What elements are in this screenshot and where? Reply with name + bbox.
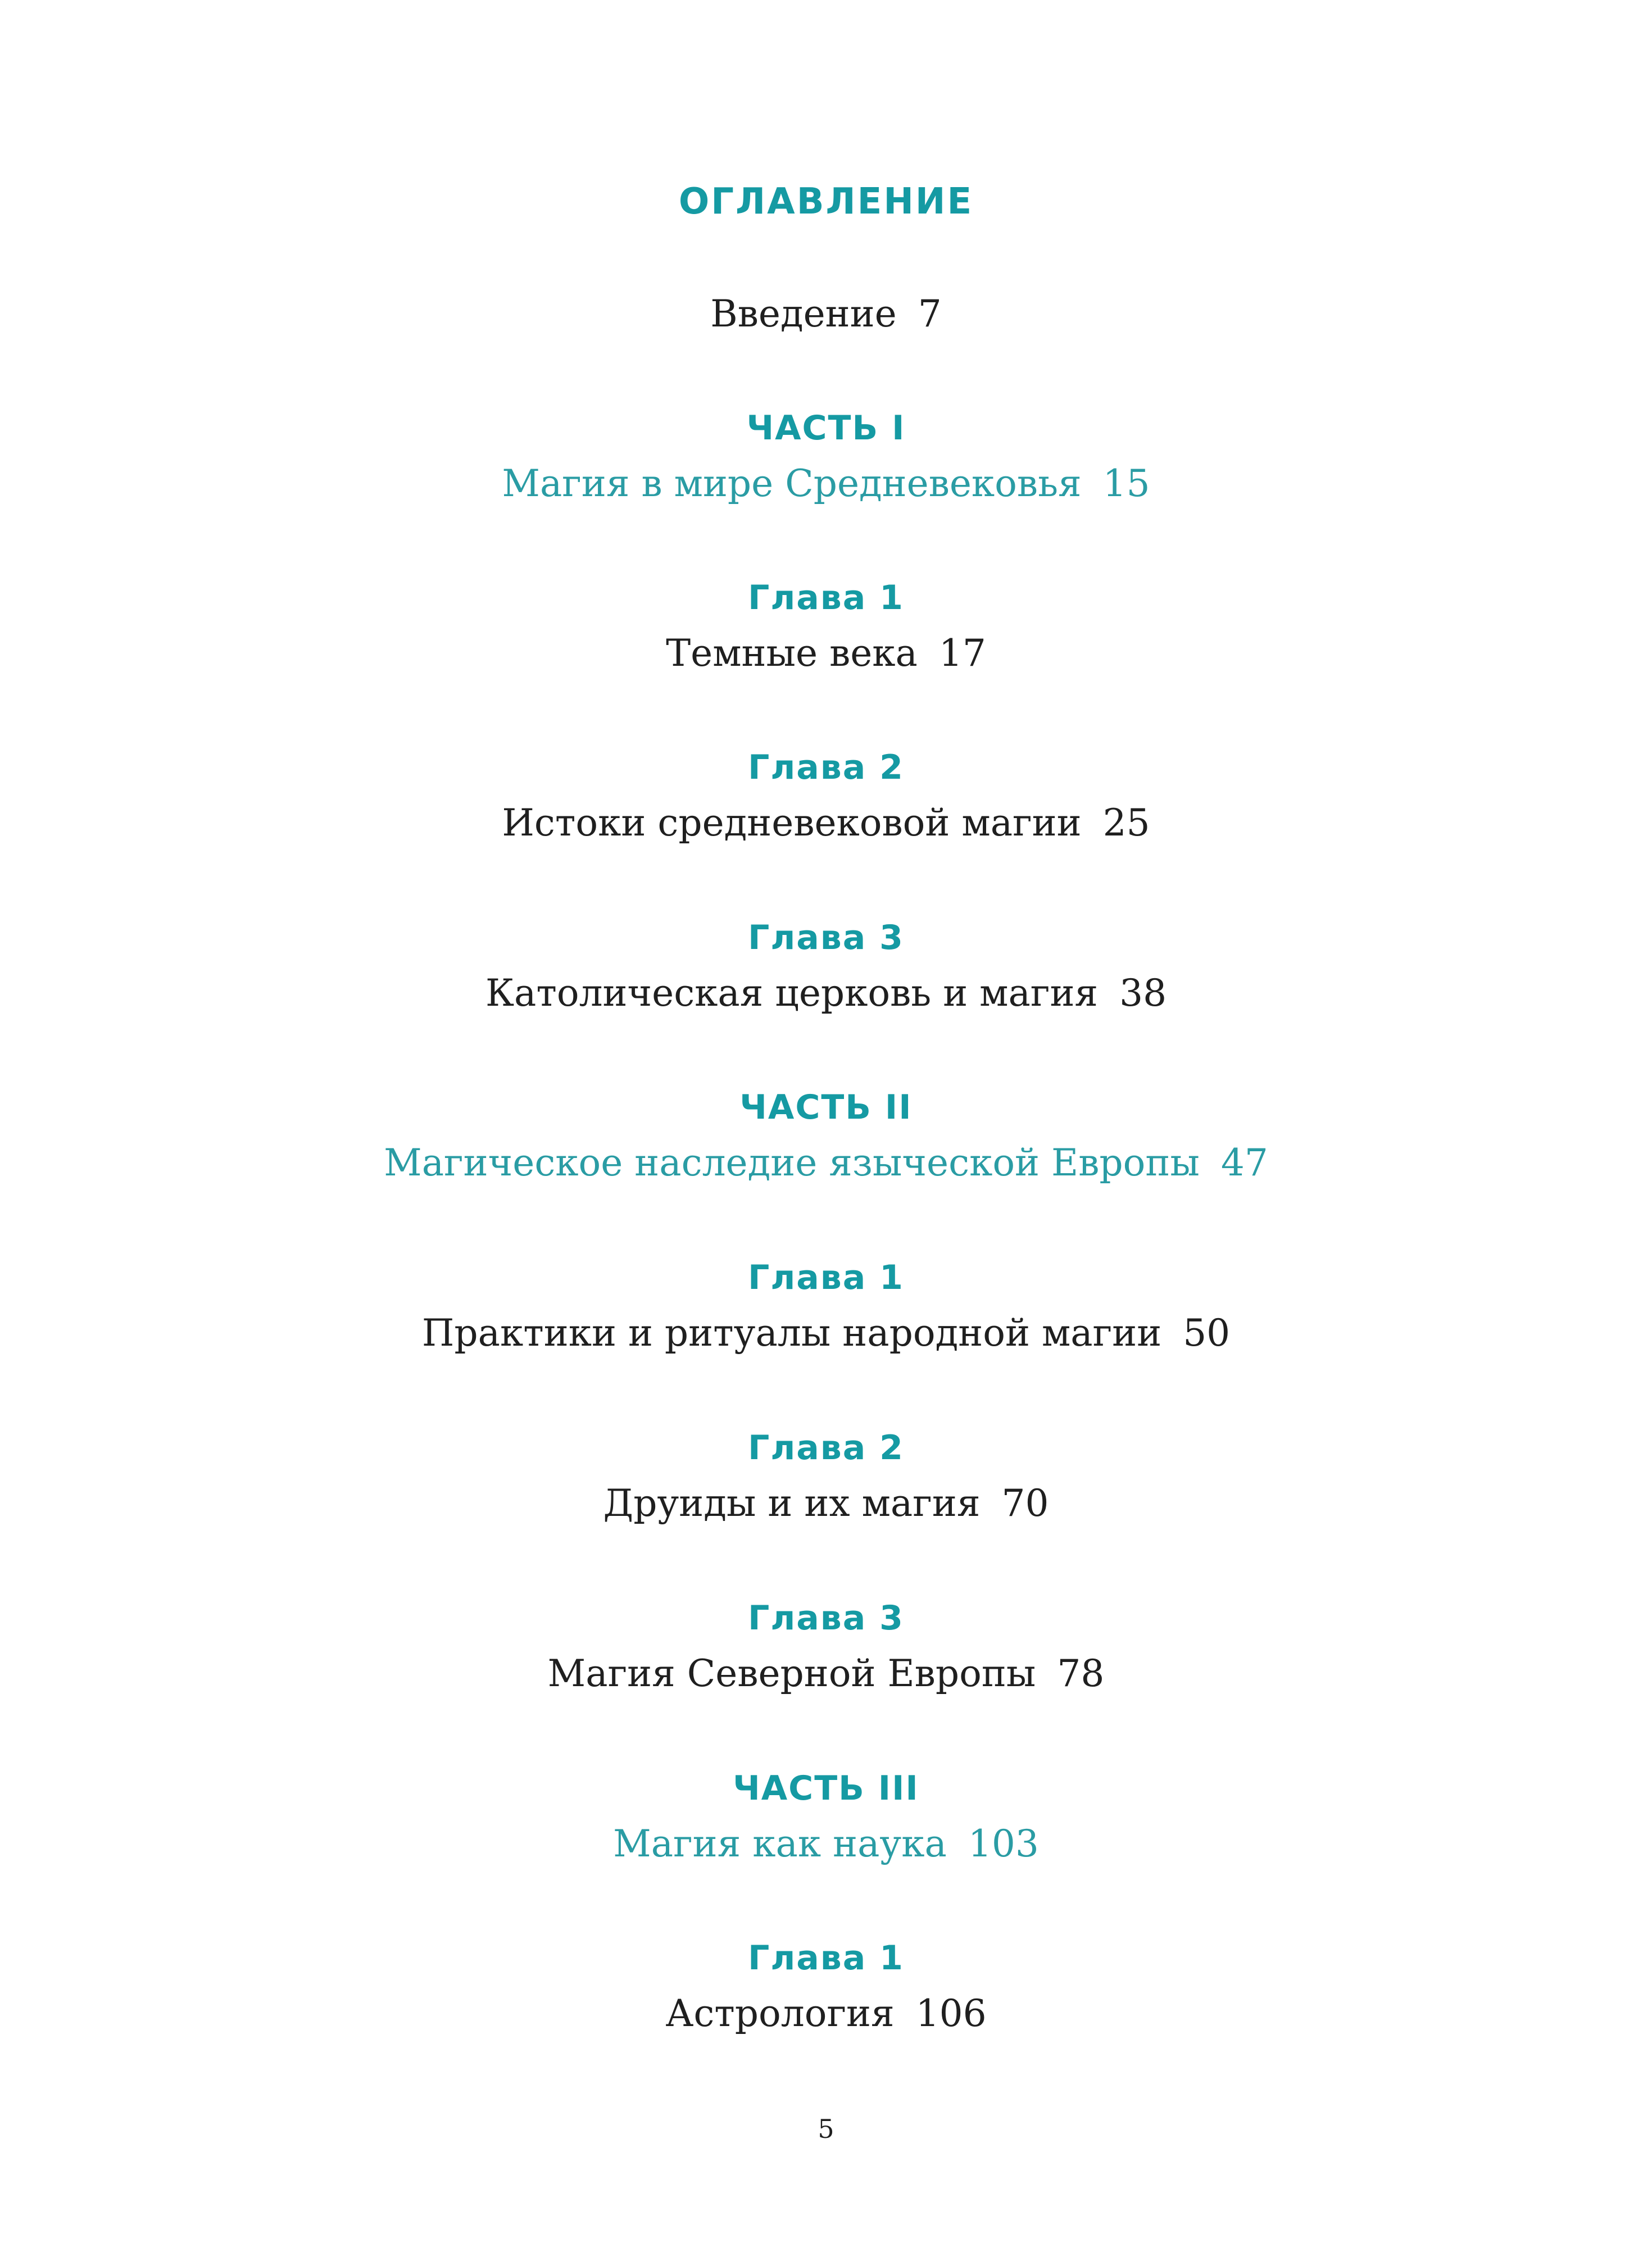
page-number: 5 bbox=[818, 2114, 834, 2144]
entry-page-number: 106 bbox=[915, 1992, 987, 2035]
toc-entry-intro[interactable] bbox=[0, 292, 1652, 335]
chapter-label: Глава 3 bbox=[748, 918, 904, 957]
entry-title: Друиды и их магия bbox=[603, 1482, 981, 1525]
part-label: ЧАСТЬ III bbox=[733, 1769, 919, 1808]
entry-title: Магия Северной Европы bbox=[547, 1652, 1036, 1695]
entry-page-number: 7 bbox=[918, 292, 942, 335]
toc-entry-chapter[interactable] bbox=[0, 1482, 1652, 1525]
entry-title: Магия в мире Средневековья bbox=[502, 462, 1082, 505]
toc-entry-part-1[interactable] bbox=[0, 462, 1652, 505]
toc-entry-chapter[interactable] bbox=[0, 632, 1652, 675]
entry-page-number: 70 bbox=[1001, 1482, 1049, 1525]
toc-entry-chapter[interactable] bbox=[0, 971, 1652, 1015]
entry-title: Католическая церковь и магия bbox=[485, 971, 1099, 1015]
chapter-label: Глава 2 bbox=[748, 1428, 904, 1468]
entry-page-number: 78 bbox=[1057, 1652, 1105, 1695]
part-label: ЧАСТЬ II bbox=[739, 1088, 913, 1127]
entry-page-number: 50 bbox=[1183, 1311, 1231, 1355]
chapter-label: Глава 1 bbox=[748, 1258, 904, 1297]
toc-entry-part-3[interactable] bbox=[0, 1822, 1652, 1865]
entry-title: Истоки средневековой магии bbox=[502, 801, 1082, 844]
part-label: ЧАСТЬ I bbox=[746, 408, 906, 448]
toc-entry-chapter[interactable] bbox=[0, 1311, 1652, 1355]
entry-title: Магическое наследие языческой Европы bbox=[384, 1141, 1200, 1184]
entry-page-number: 15 bbox=[1102, 462, 1150, 505]
entry-title: Астрология bbox=[665, 1992, 895, 2035]
entry-page-number: 17 bbox=[938, 632, 986, 675]
toc-title: ОГЛАВЛЕНИЕ bbox=[678, 181, 974, 222]
chapter-label: Глава 1 bbox=[748, 1938, 904, 1978]
toc-entry-chapter[interactable] bbox=[0, 801, 1652, 844]
chapter-label: Глава 1 bbox=[748, 578, 904, 617]
entry-page-number: 47 bbox=[1220, 1141, 1268, 1184]
toc-entry-part-2[interactable] bbox=[0, 1141, 1652, 1184]
entry-page-number: 38 bbox=[1119, 971, 1167, 1015]
entry-title: Введение bbox=[710, 292, 897, 335]
chapter-label: Глава 3 bbox=[748, 1598, 904, 1638]
toc-entry-chapter[interactable] bbox=[0, 1652, 1652, 1695]
entry-page-number: 103 bbox=[968, 1822, 1039, 1865]
entry-title: Магия как наука bbox=[613, 1822, 947, 1865]
entry-page-number: 25 bbox=[1102, 801, 1150, 844]
entry-title: Практики и ритуалы народной магии bbox=[421, 1311, 1162, 1355]
toc-entry-chapter[interactable] bbox=[0, 1992, 1652, 2035]
chapter-label: Глава 2 bbox=[748, 748, 904, 787]
entry-title: Темные века bbox=[666, 632, 918, 675]
